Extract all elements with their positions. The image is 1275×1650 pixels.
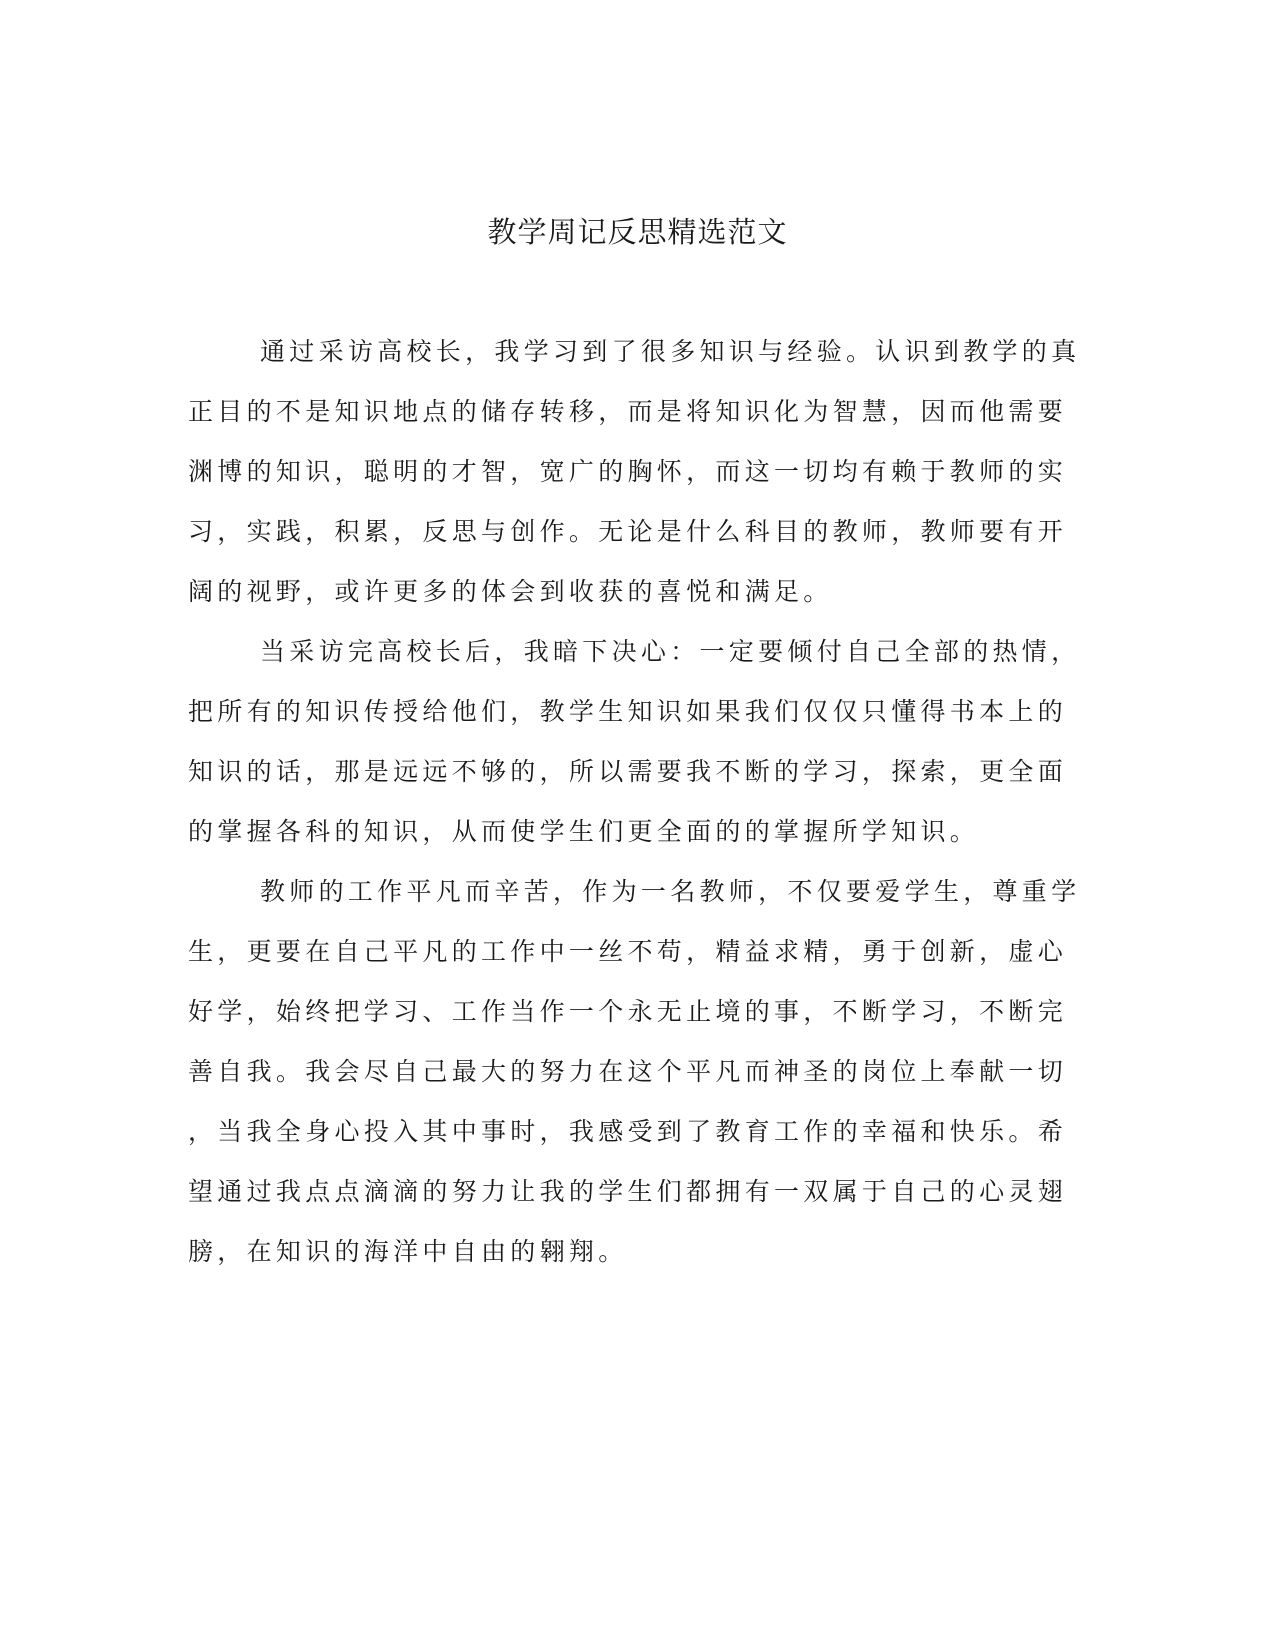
paragraph-line: 渊博的知识，聪明的才智，宽广的胸怀，而这一切均有赖于教师的实	[188, 457, 1068, 486]
paragraph-1	[188, 322, 1081, 622]
paragraph-line: 阔的视野，或许更多的体会到收获的喜悦和满足。	[188, 577, 833, 606]
paragraph-line: 当采访完高校长后，我暗下决心：一定要倾付自己全部的热情，	[260, 637, 1081, 666]
document-body	[188, 322, 1081, 1282]
paragraph-2	[188, 622, 1081, 862]
paragraph-line: 膀，在知识的海洋中自由的翱翔。	[188, 1237, 628, 1266]
paragraph-3	[188, 862, 1081, 1282]
paragraph-line: 望通过我点点滴滴的努力让我的学生们都拥有一双属于自己的心灵翅	[188, 1177, 1068, 1206]
paragraph-line: 好学，始终把学习、工作当作一个永无止境的事，不断学习，不断完	[188, 997, 1068, 1026]
paragraph-line: ，当我全身心投入其中事时，我感受到了教育工作的幸福和快乐。希	[188, 1117, 1068, 1146]
paragraph-line: 生，更要在自己平凡的工作中一丝不苟，精益求精，勇于创新，虚心	[188, 937, 1068, 966]
paragraph-line: 正目的不是知识地点的储存转移，而是将知识化为智慧，因而他需要	[188, 397, 1068, 426]
paragraph-line: 习，实践，积累，反思与创作。无论是什么科目的教师，教师要有开	[188, 517, 1068, 546]
paragraph-line: 知识的话，那是远远不够的，所以需要我不断的学习，探索，更全面	[188, 757, 1068, 786]
paragraph-line: 通过采访高校长，我学习到了很多知识与经验。认识到教学的真	[260, 337, 1081, 366]
paragraph-line: 的掌握各科的知识，从而使学生们更全面的的掌握所学知识。	[188, 817, 980, 846]
paragraph-line: 教师的工作平凡而辛苦，作为一名教师，不仅要爱学生，尊重学	[260, 877, 1081, 906]
document-title: 教学周记反思精选范文	[487, 215, 788, 249]
paragraph-line: 善自我。我会尽自己最大的努力在这个平凡而神圣的岗位上奉献一切	[188, 1057, 1068, 1086]
paragraph-line: 把所有的知识传授给他们，教学生知识如果我们仅仅只懂得书本上的	[188, 697, 1068, 726]
